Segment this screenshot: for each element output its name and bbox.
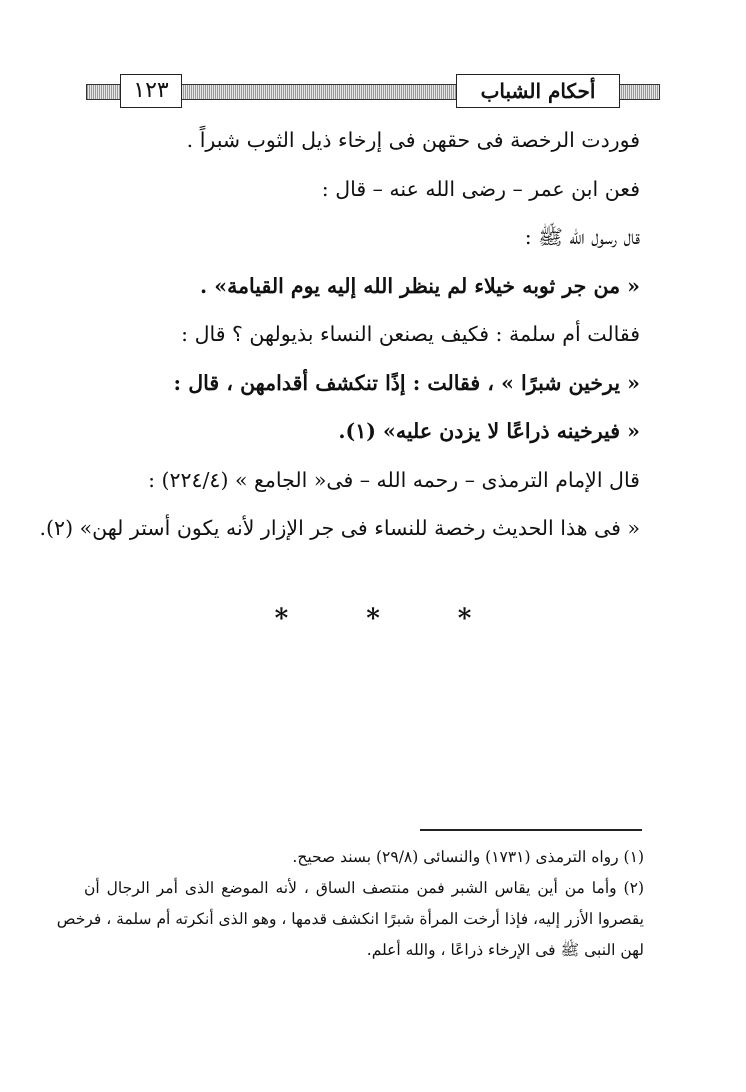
text-line: فعن ابن عمر – رضى الله عنه – قال :: [321, 176, 640, 201]
hadith-quote: « من جر ثوبه خيلاء لم ينظر الله إليه يوم القيامة» .: [199, 273, 640, 298]
text-line: « فى هذا الحديث رخصة للنساء فى جر الإزار لأنه يكون أستر لهن» (٢).: [39, 516, 640, 540]
footnotes: [56, 842, 644, 966]
asterisk-mark: *: [274, 604, 289, 634]
hadith-quote: « يرخين شبرًا » ، فقالت : إذًا تنكشف أقدامهن ، قال :: [173, 370, 640, 395]
asterisk-mark: *: [366, 604, 380, 634]
footnote-2-line: يقصروا الأزر إليه، فإذا أرخت المرأة شبرًا انكشف قدمها ، وهو الذى أنكرته أم سلمة ، فرخص: [56, 910, 644, 928]
hadith-quote: « فيرخينه ذراعًا لا يزدن عليه» (١).: [338, 419, 640, 443]
text-line: فوردت الرخصة فى حقهن فى إرخاء ذيل الثوب شبراً .: [186, 128, 640, 152]
book-title: أحكام الشباب: [456, 74, 620, 108]
text-line: قال رسول الله ﷺ :: [524, 225, 640, 249]
section-separator: [0, 604, 746, 634]
main-text: [39, 116, 640, 553]
footnote-2-line: (٢) وأما من أين يقاس الشبر فمن منتصف الساق ، لأنه الموضع الذى أمر الرجال أن: [84, 879, 644, 897]
text-line: فقالت أم سلمة : فكيف يصنعن النساء بذيولهن ؟ قال :: [181, 322, 640, 346]
page-number: ١٢٣: [120, 74, 182, 108]
asterisk-mark: *: [457, 604, 472, 634]
page-header: [86, 72, 660, 110]
footnote-1: (١) رواه الترمذى (١٧٣١) والنسائى (٢٩/٨) بسند صحيح.: [292, 848, 644, 866]
footnote-divider: [420, 829, 642, 831]
footnote-2-line: لهن النبى ﷺ فى الإرخاء ذراعًا ، والله أعلم.: [366, 941, 644, 959]
text-line: قال الإمام الترمذى – رحمه الله – فى« الجامع » (٢٢٤/٤) :: [148, 467, 640, 492]
